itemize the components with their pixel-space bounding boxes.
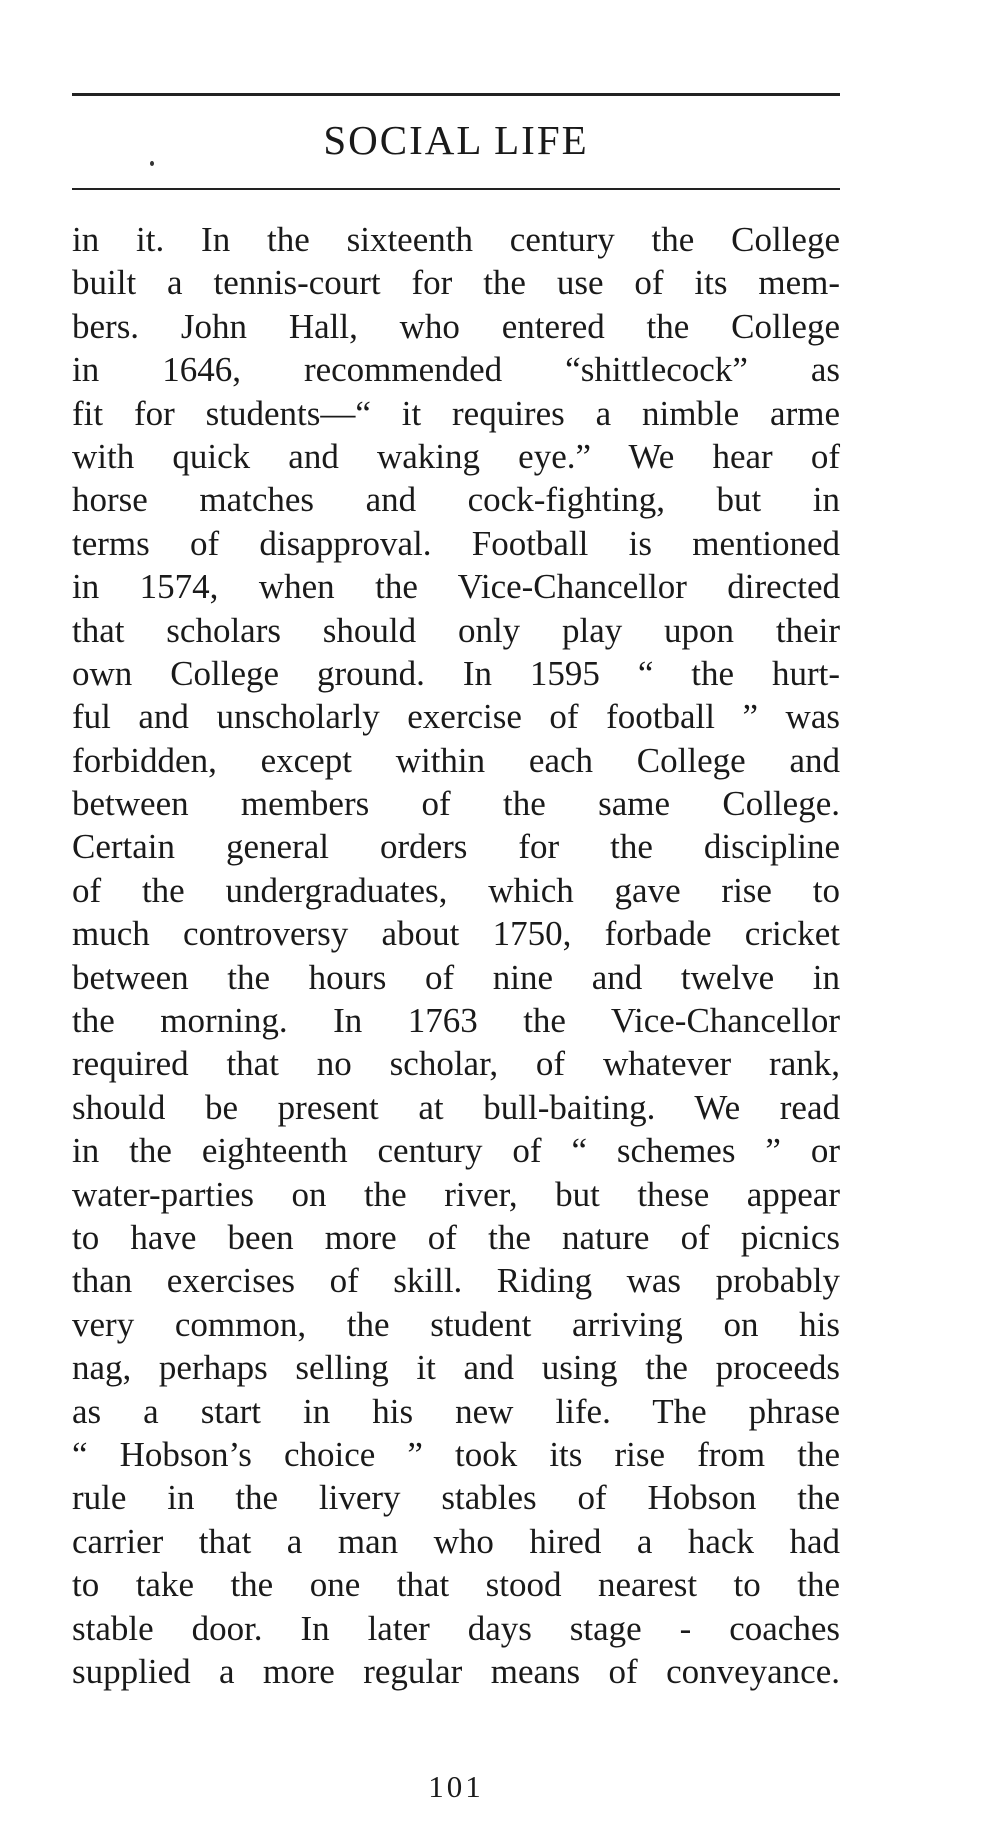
text-line: required that no scholar, of whatever rank,	[72, 1044, 840, 1084]
text-line: rule in the livery stables of Hobson the	[72, 1478, 840, 1518]
running-head-title: SOCIAL LIFE	[323, 117, 589, 163]
text-line: Certain general orders for the discipline	[72, 827, 840, 867]
text-line: forbidden, except within each College and	[72, 740, 840, 780]
body-paragraph	[72, 218, 840, 1693]
text-line: nag, perhaps selling it and using the proceeds	[72, 1348, 840, 1388]
text-line: between the hours of nine and twelve in	[72, 957, 840, 997]
ink-speck	[150, 161, 154, 166]
text-line: that scholars should only play upon their	[72, 610, 840, 650]
text-line: own College ground. In 1595 “ the hurt-	[72, 653, 840, 693]
text-line: with quick and waking eye.” We hear of	[72, 436, 840, 476]
text-line: in the eighteenth century of “ schemes ” or	[72, 1131, 840, 1171]
text-line: of the undergraduates, which gave rise to	[72, 870, 840, 910]
text-line: much controversy about 1750, forbade cricket	[72, 914, 840, 954]
header-top-rule	[72, 93, 840, 96]
text-line: bers. John Hall, who entered the College	[72, 306, 840, 346]
text-line: in 1574, when the Vice-Chancellor directed	[72, 567, 840, 607]
text-line: stable door. In later days stage - coaches	[72, 1608, 840, 1648]
text-line: between members of the same College.	[72, 784, 840, 824]
text-line: very common, the student arriving on his	[72, 1304, 840, 1344]
text-line: horse matches and cock-fighting, but in	[72, 480, 840, 520]
text-line: to have been more of the nature of picnics	[72, 1217, 840, 1257]
text-line: “ Hobson’s choice ” took its rise from the	[72, 1434, 840, 1474]
text-line: than exercises of skill. Riding was probably	[72, 1261, 840, 1301]
text-line: to take the one that stood nearest to the	[72, 1565, 840, 1605]
text-line: as a start in his new life. The phrase	[72, 1391, 840, 1431]
text-line: should be present at bull-baiting. We read	[72, 1087, 840, 1127]
text-line: ful and unscholarly exercise of football ” was	[72, 697, 840, 737]
page-number: 101	[428, 1769, 484, 1804]
text-line: terms of disapproval. Football is mentioned	[72, 523, 840, 563]
text-line: water-parties on the river, but these appear	[72, 1174, 840, 1214]
text-line: carrier that a man who hired a hack had	[72, 1521, 840, 1561]
text-line: in 1646, recommended “shittlecock” as	[72, 350, 840, 390]
text-line: supplied a more regular means of conveyance.	[72, 1651, 840, 1691]
text-line: in it. In the sixteenth century the College	[72, 220, 840, 259]
text-line: fit for students—“ it requires a nimble arme	[72, 393, 840, 433]
header-bottom-rule	[72, 188, 840, 190]
text-line: built a tennis-court for the use of its mem-	[72, 263, 840, 303]
text-line: the morning. In 1763 the Vice-Chancellor	[72, 1001, 840, 1041]
